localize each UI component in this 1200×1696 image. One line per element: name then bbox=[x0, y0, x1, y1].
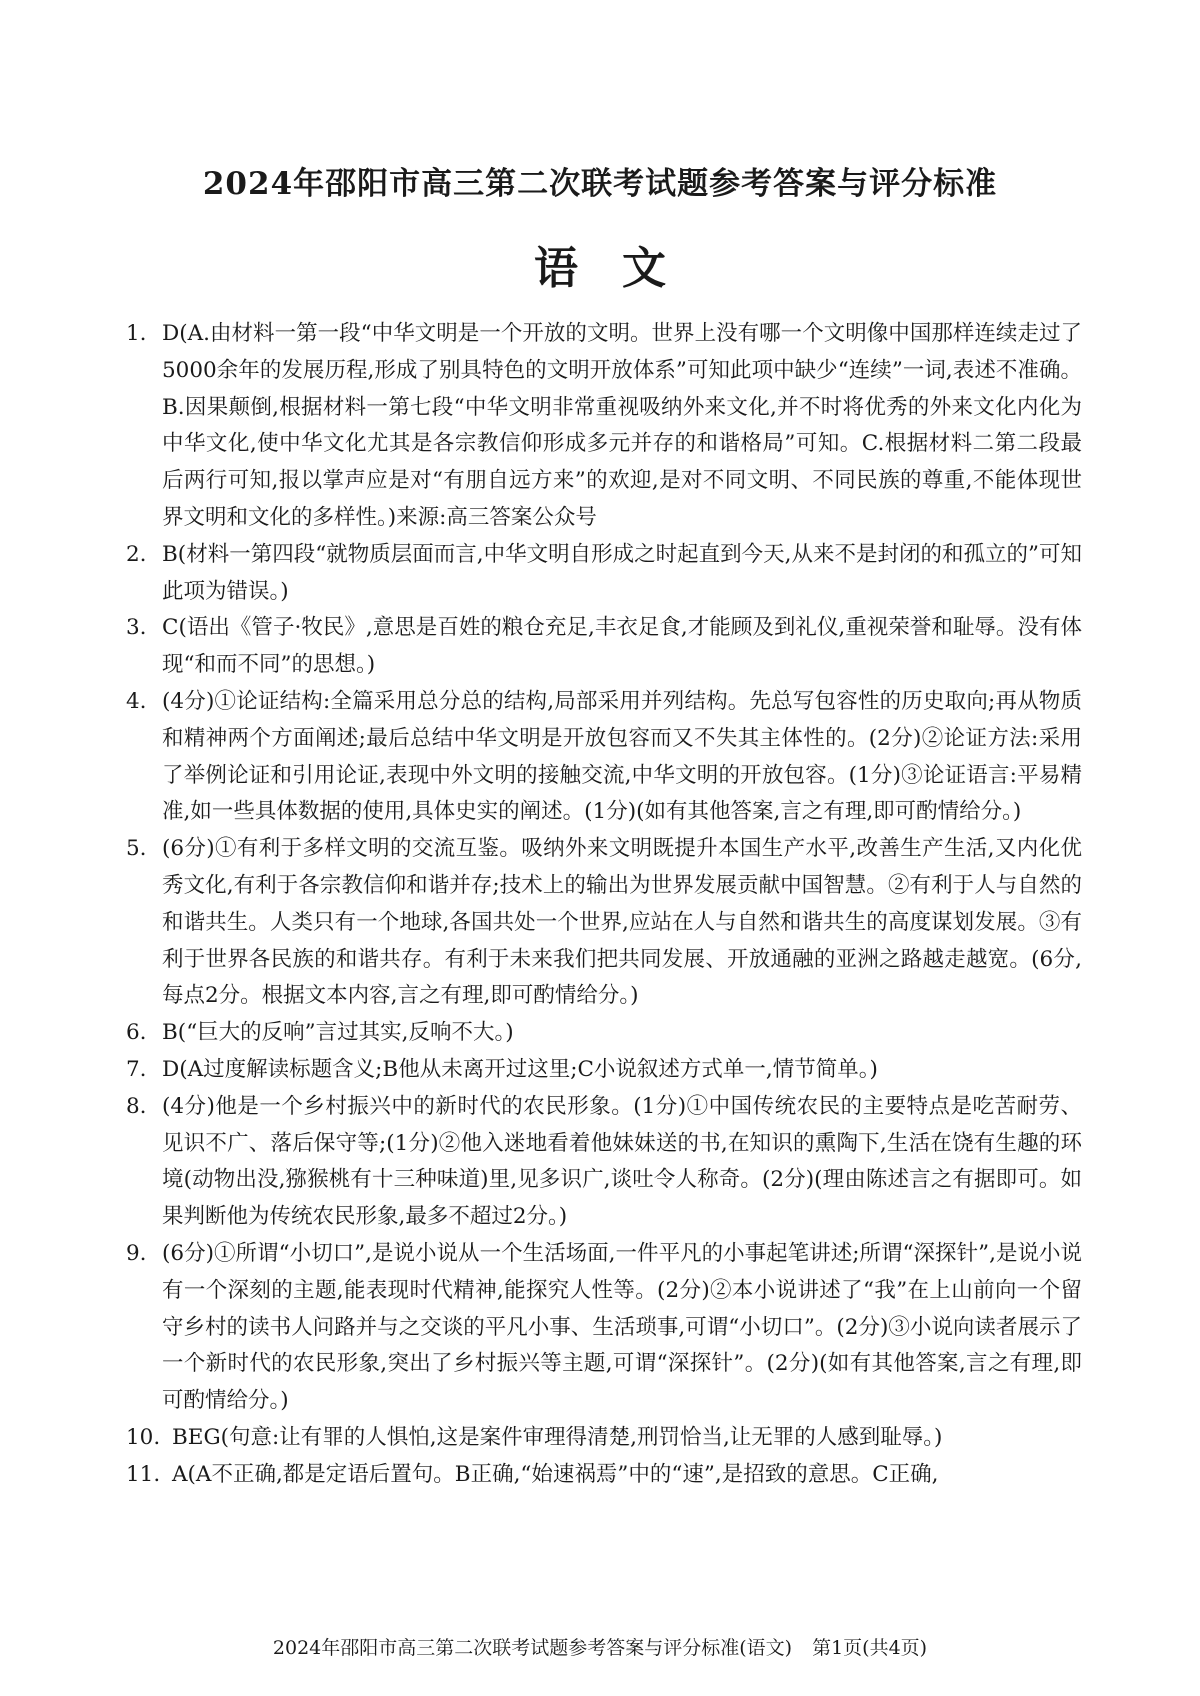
answer-text: D(A过度解读标题含义;B他从未离开过这里;C小说叙述方式单一,情节简单。) bbox=[162, 1056, 878, 1082]
answer-item-6 bbox=[126, 1015, 1082, 1052]
answer-text: (6分)①所谓“小切口”,是说小说从一个生活场面,一件平凡的小事起笔讲述;所谓“深探针”,是说小说有一个深刻的主题,能表现时代精神,能探究人性等。(2分)②本小说讲述了“我”在上山前向一个留守乡村的读书人问路并与之交谈的平凡小事、生活琐事,可谓“小切口”。(2分)③小说向读者展示了一个新时代的农民形象,突出了乡村振兴等主题,可谓“深探针”。(2分)(如有其他答案,言之有理,即可酌情给分。) bbox=[162, 1240, 1082, 1414]
footer-page-number: 第1页(共4页) bbox=[812, 1637, 928, 1659]
document-title: 2024年邵阳市高三第二次联考试题参考答案与评分标准 bbox=[202, 166, 998, 202]
answer-text: A(A不正确,都是定语后置句。B正确,“始速祸焉”中的“速”,是招致的意思。C正确, bbox=[172, 1461, 939, 1487]
answer-number: 10. bbox=[126, 1424, 161, 1450]
answer-item-8 bbox=[126, 1089, 1082, 1236]
answer-item-11 bbox=[126, 1457, 1082, 1494]
answer-text: D(A.由材料一第一段“中华文明是一个开放的文明。世界上没有哪一个文明像中国那样连续走过了5000余年的发展历程,形成了别具特色的文明开放体系”可知此项中缺少“连续”一词,表述不准确。B.因果颠倒,根据材料一第七段“中华文明非常重视吸纳外来文化,并不时将优秀的外来文化内化为中华文化,使中华文化尤其是各宗教信仰形成多元并存的和谐格局”可知。C.根据材料二第二段最后两行可知,报以掌声应是对“有朋自远方来”的欢迎,是对不同文明、不同民族的尊重,不能体现世界文明和文化的多样性。)来源:高三答案公众号 bbox=[162, 321, 1082, 530]
answer-number: 1. bbox=[126, 321, 147, 346]
answer-item-2 bbox=[126, 537, 1082, 611]
answer-item-1 bbox=[126, 316, 1082, 537]
answer-text: (4分)他是一个乡村振兴中的新时代的农民形象。(1分)①中国传统农民的主要特点是吃苦耐劳、见识不广、落后保守等;(1分)②他入迷地看着他妹妹送的书,在知识的熏陶下,生活在饶有生趣的环境(动物出没,猕猴桃有十三种味道)里,见多识广,谈吐令人称奇。(2分)(理由陈述言之有据即可。如果判断他为传统农民形象,最多不超过2分。) bbox=[162, 1093, 1082, 1230]
answer-text: B(“巨大的反响”言过其实,反响不大。) bbox=[162, 1020, 514, 1046]
answer-number: 6. bbox=[126, 1020, 147, 1046]
answer-item-10 bbox=[126, 1420, 1082, 1457]
answer-number: 11. bbox=[126, 1461, 161, 1487]
answer-number: 7. bbox=[126, 1056, 147, 1082]
footer-document-label: 2024年邵阳市高三第二次联考试题参考答案与评分标准(语文) bbox=[272, 1637, 793, 1659]
answer-text: B(材料一第四段“就物质层面而言,中华文明自形成之时起直到今天,从来不是封闭的和孤立的”可知此项为错误。) bbox=[162, 541, 1082, 604]
answer-text: BEG(句意:让有罪的人惧怕,这是案件审理得清楚,刑罚恰当,让无罪的人感到耻辱。) bbox=[172, 1424, 943, 1450]
answer-number: 9. bbox=[126, 1240, 147, 1266]
answer-item-4 bbox=[126, 684, 1082, 831]
answer-number: 4. bbox=[126, 688, 147, 714]
page-footer bbox=[0, 1633, 1200, 1660]
answer-item-5 bbox=[126, 831, 1082, 1015]
answer-list bbox=[126, 316, 1082, 1494]
answer-item-3 bbox=[126, 610, 1082, 684]
answer-item-9 bbox=[126, 1236, 1082, 1420]
answer-text: (4分)①论证结构:全篇采用总分总的结构,局部采用并列结构。先总写包容性的历史取向;再从物质和精神两个方面阐述;最后总结中华文明是开放包容而又不失其主体性的。(2分)②论证方法:采用了举例论证和引用论证,表现中外文明的接触交流,中华文明的开放包容。(1分)③论证语言:平易精准,如一些具体数据的使用,具体史实的阐述。(1分)(如有其他答案,言之有理,即可酌情给分。) bbox=[162, 688, 1082, 825]
answer-number: 8. bbox=[126, 1093, 147, 1119]
answer-number: 3. bbox=[126, 615, 147, 641]
answer-item-7 bbox=[126, 1052, 1082, 1089]
answer-number: 5. bbox=[126, 836, 147, 862]
answer-text: (6分)①有利于多样文明的交流互鉴。吸纳外来文明既提升本国生产水平,改善生产生活,又内化优秀文化,有利于各宗教信仰和谐并存;技术上的输出为世界发展贡献中国智慧。②有利于人与自然的和谐共生。人类只有一个地球,各国共处一个世界,应站在人与自然和谐共生的高度谋划发展。③有利于世界各民族的和谐共存。有利于未来我们把共同发展、开放通融的亚洲之路越走越宽。(6分,每点2分。根据文本内容,言之有理,即可酌情给分。) bbox=[162, 836, 1082, 1009]
answer-text: C(语出《管子·牧民》,意思是百姓的粮仓充足,丰衣足食,才能顾及到礼仪,重视荣誉和耻辱。没有体现“和而不同”的思想。) bbox=[162, 615, 1082, 678]
subject-title: 语文 bbox=[534, 243, 710, 294]
answer-number: 2. bbox=[126, 541, 147, 567]
